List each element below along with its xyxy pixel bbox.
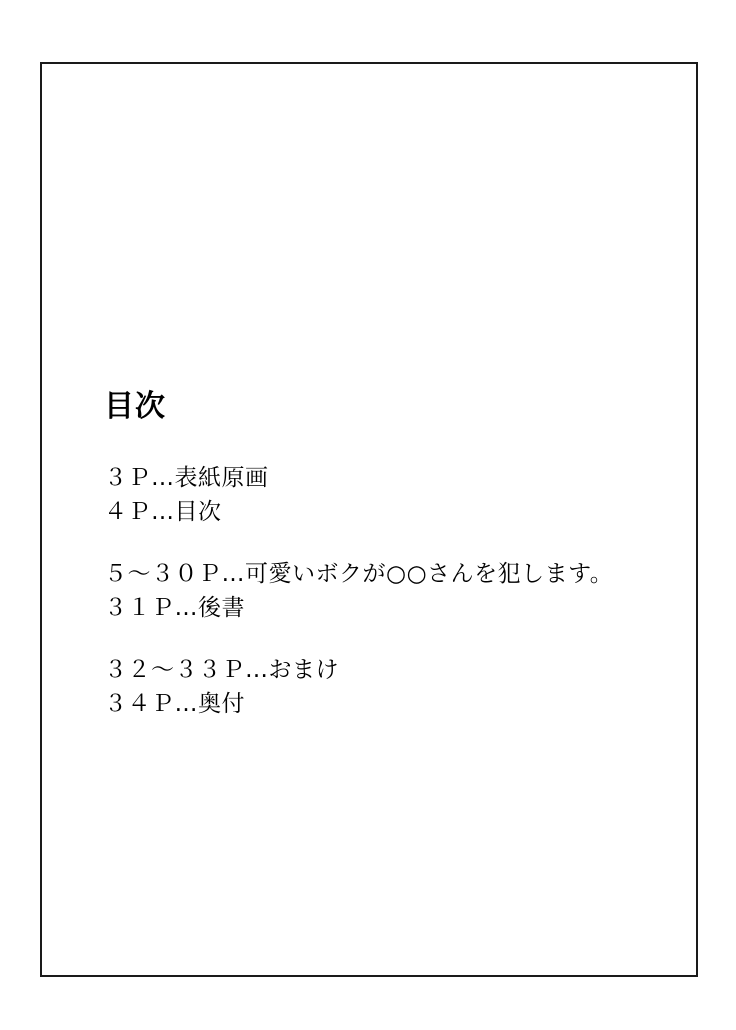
list-item: ３１Ｐ…後書 bbox=[104, 595, 245, 622]
list-item: ３Ｐ…表紙原画 bbox=[104, 465, 269, 491]
toc-group bbox=[104, 653, 724, 721]
list-item: ４Ｐ…目次 bbox=[104, 499, 222, 526]
page-border-frame bbox=[40, 62, 698, 977]
list-item: ３２～３３Ｐ…おまけ bbox=[104, 657, 339, 684]
list-item: ３４Ｐ…奥付 bbox=[104, 691, 245, 718]
page-title: 目次 bbox=[104, 389, 166, 424]
toc-group bbox=[104, 557, 724, 625]
list-item: ５～３０Ｐ…可愛いボクが○○さんを犯します。 bbox=[104, 561, 614, 588]
toc-group bbox=[104, 461, 724, 529]
table-of-contents bbox=[104, 389, 724, 721]
